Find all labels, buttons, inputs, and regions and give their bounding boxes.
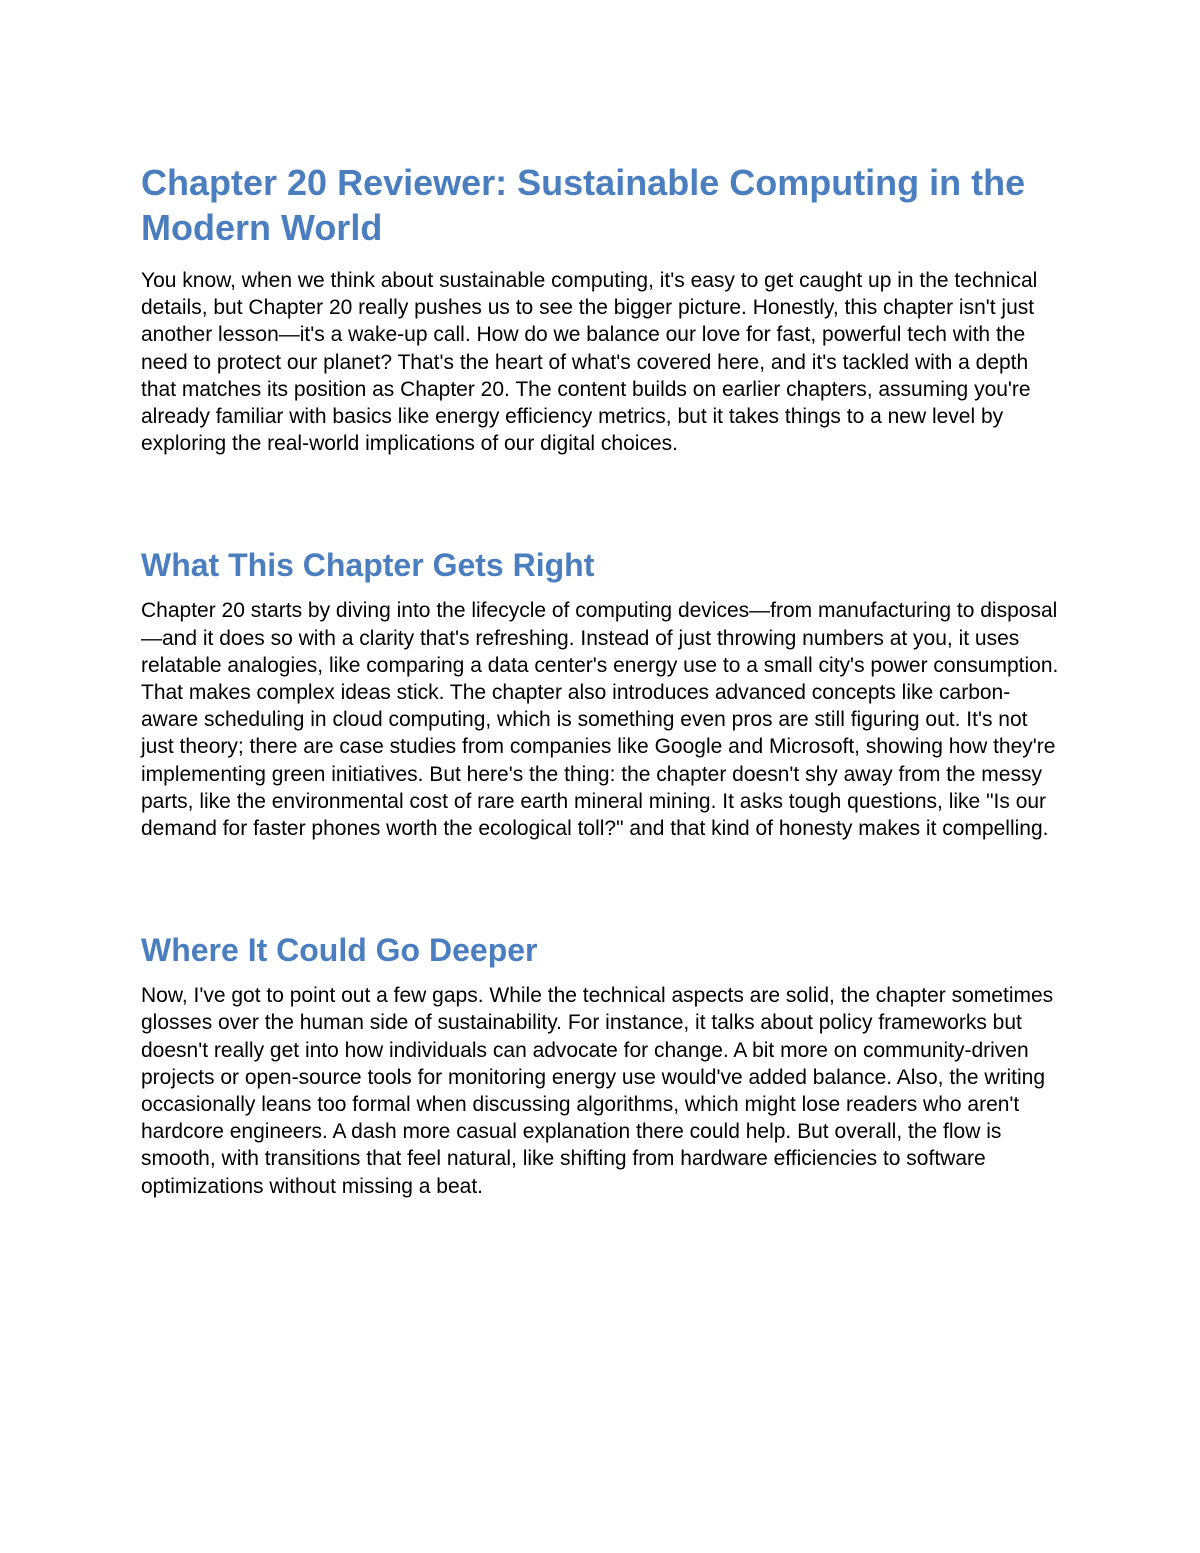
- spacer: [141, 842, 1061, 930]
- section-heading-go-deeper: Where It Could Go Deeper: [141, 932, 538, 969]
- document-page: [141, 160, 1061, 1200]
- section-body-gets-right: Chapter 20 starts by diving into the lifecycle of computing devices—from manufacturing to disposal—and it does so with a clarity that's refreshing. Instead of just throwing numbers at you, it uses relatable analogies, like comparing a data center's energy use to a small city's power consumption. That makes complex ideas stick. The chapter also introduces advanced concepts like carbon-aware scheduling in cloud computing, which is something even pros are still figuring out. It's not just theory; there are case studies from companies like Google and Microsoft, showing how they're implementing green initiatives. But here's the thing: the chapter doesn't shy away from the messy parts, like the environmental cost of rare earth mineral mining. It asks tough questions, like "Is our demand for faster phones worth the ecological toll?" and that kind of honesty makes it compelling.: [141, 599, 1059, 841]
- document-title: Chapter 20 Reviewer: Sustainable Computing in the Modern World: [141, 162, 1026, 248]
- intro-paragraph: You know, when we think about sustainable computing, it's easy to get caught up in the technical details, but Chapter 20 really pushes us to see the bigger picture. Honestly, this chapter isn't just another lesson—it's a wake-up call. How do we balance our love for fast, powerful tech with the need to protect our planet? That's the heart of what's covered here, and it's tackled with a depth that matches its position as Chapter 20. The content builds on earlier chapters, assuming you're already familiar with basics like energy efficiency metrics, but it takes things to a new level by exploring the real-world implications of our digital choices.: [141, 269, 1038, 456]
- spacer: [141, 457, 1061, 545]
- section-heading-gets-right: What This Chapter Gets Right: [141, 547, 595, 584]
- section-body-go-deeper: Now, I've got to point out a few gaps. While the technical aspects are solid, the chapter sometimes glosses over the human side of sustainability. For instance, it talks about policy frameworks but doesn't really get into how individuals can advocate for change. A bit more on community-driven projects or open-source tools for monitoring energy use would've added balance. Also, the writing occasionally leans too formal when discussing algorithms, which might lose readers who aren't hardcore engineers. A dash more casual explanation there could help. But overall, the flow is smooth, with transitions that feel natural, like shifting from hardware efficiencies to software optimizations without missing a beat.: [141, 984, 1054, 1198]
